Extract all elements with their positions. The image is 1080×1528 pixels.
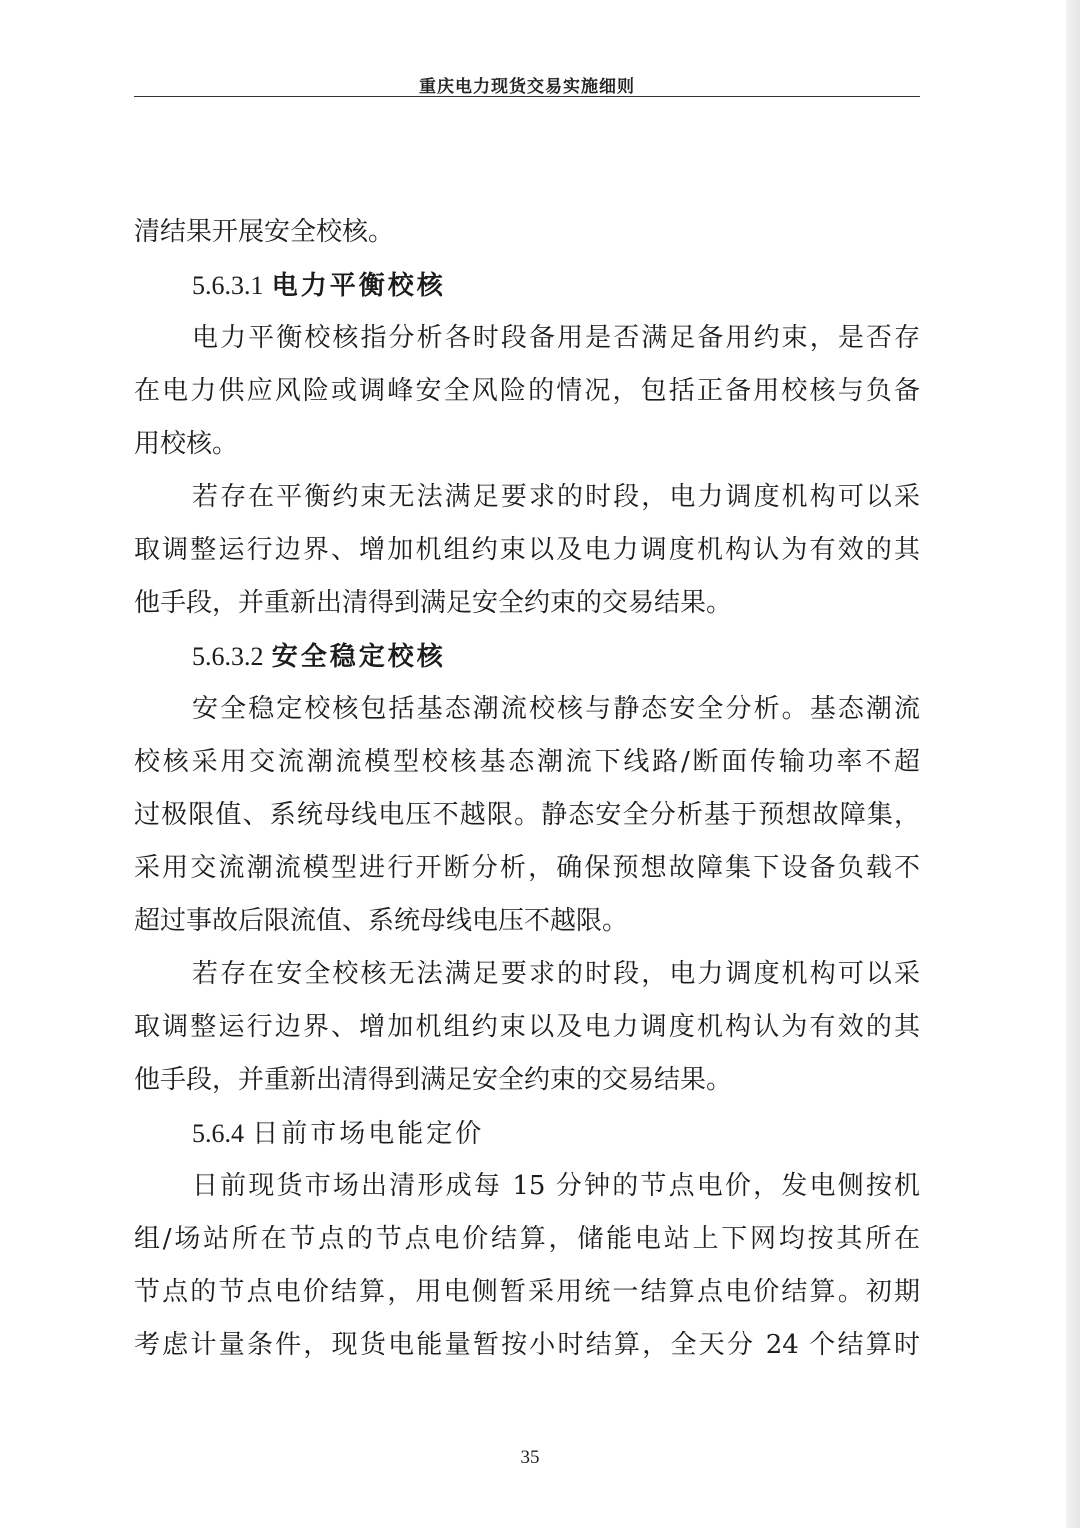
heading-number: 5.6.4	[192, 1119, 244, 1148]
header-rule	[134, 96, 920, 97]
section-heading-5-6-4	[134, 1107, 920, 1160]
text-line: 在电力供应风险或调峰安全风险的情况，包括正备用校核与负备	[134, 376, 920, 406]
text-line: 取调整运行边界、增加机组约束以及电力调度机构认为有效的其	[134, 535, 920, 565]
text-line: 他手段，并重新出清得到满足安全约束的交易结果。	[134, 1065, 733, 1095]
scan-edge-shadow	[1066, 0, 1080, 1528]
heading-text: 安全稳定校核	[271, 642, 446, 672]
text-line: 若存在安全校核无法满足要求的时段，电力调度机构可以采	[192, 959, 920, 989]
text-line: 取调整运行边界、增加机组约束以及电力调度机构认为有效的其	[134, 1012, 920, 1042]
heading-text: 电力平衡校核	[271, 271, 446, 301]
text-line: 超过事故后限流值、系统母线电压不越限。	[134, 906, 629, 936]
page-number: 35	[520, 1447, 540, 1468]
text-line: 日前现货市场出清形成每 15 分钟的节点电价，发电侧按机	[192, 1171, 920, 1201]
heading-number: 5.6.3.1	[192, 271, 264, 300]
body-text	[134, 206, 920, 1372]
text-line: 安全稳定校核包括基态潮流校核与静态安全分析。基态潮流	[192, 694, 920, 724]
text-line: 过极限值、系统母线电压不越限。静态安全分析基于预想故障集，	[134, 800, 920, 830]
text-line: 组/场站所在节点的节点电价结算，储能电站上下网均按其所在	[134, 1224, 920, 1254]
text-line: 采用交流潮流模型进行开断分析，确保预想故障集下设备负载不	[134, 853, 920, 883]
heading-number: 5.6.3.2	[192, 642, 264, 671]
section-heading-5-6-3-1	[134, 259, 920, 312]
text-line: 考虑计量条件，现货电能量暂按小时结算，全天分 24 个结算时	[134, 1330, 920, 1360]
heading-text: 日前市场电能定价	[252, 1119, 485, 1149]
text-line: 清结果开展安全校核。	[134, 217, 395, 247]
text-line: 节点的节点电价结算，用电侧暂采用统一结算点电价结算。初期	[134, 1277, 920, 1307]
text-line: 用校核。	[134, 429, 239, 459]
text-line: 校核采用交流潮流模型校核基态潮流下线路/断面传输功率不超	[134, 747, 920, 777]
text-line: 电力平衡校核指分析各时段备用是否满足备用约束，是否存	[192, 323, 920, 353]
text-line: 若存在平衡约束无法满足要求的时段，电力调度机构可以采	[192, 482, 920, 512]
section-heading-5-6-3-2	[134, 630, 920, 683]
text-line: 他手段，并重新出清得到满足安全约束的交易结果。	[134, 588, 733, 618]
header-title: 重庆电力现货交易实施细则	[419, 77, 635, 97]
